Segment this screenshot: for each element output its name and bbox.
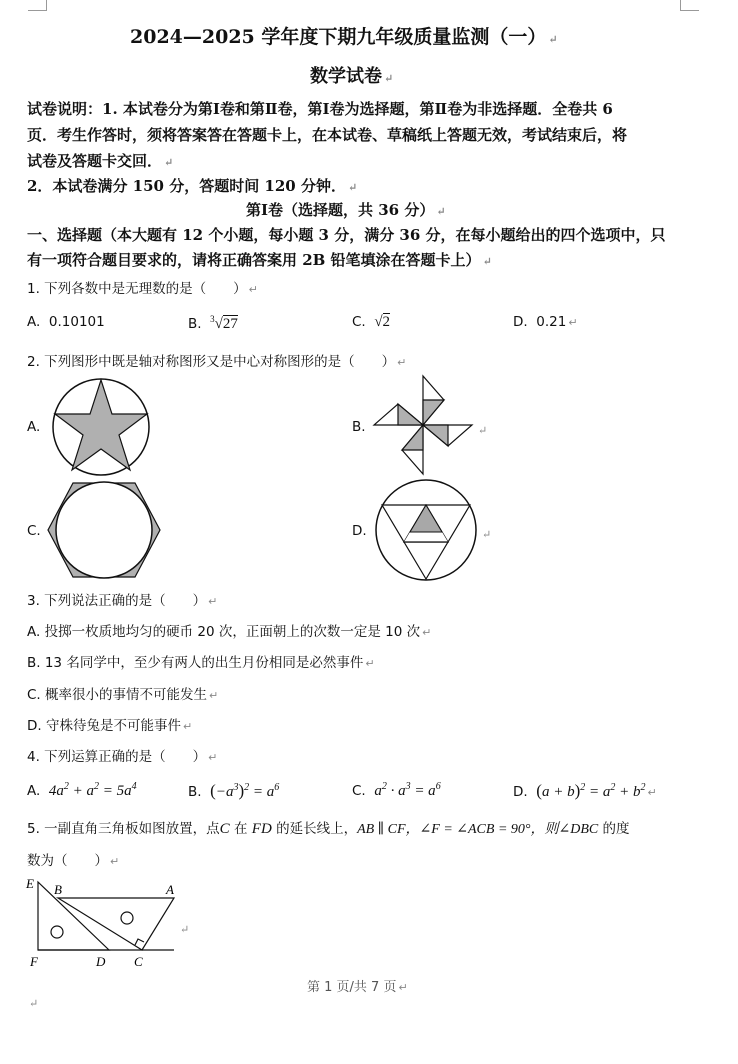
page-footer: 第 1 页/共 7 页 ↵ — [307, 980, 408, 995]
page-subtitle: 数学试卷 ↵ — [310, 66, 394, 87]
instructions-line3: 试卷及答题卡交回． ↵ — [27, 152, 174, 170]
q2-label-d: D. — [352, 523, 367, 539]
page-title: 2024—2025 学年度下期九年级质量监测（一） ↵ — [130, 26, 558, 48]
q5-label-c: C — [134, 954, 143, 969]
q4-option-c: C. $a^2 \cdot a^3 = a^6$ — [352, 781, 441, 799]
q2-b-mark: ↵ — [478, 424, 488, 437]
q1-option-b: B. $^3$√27 — [188, 314, 238, 332]
q5-label-e: E — [26, 876, 34, 891]
q5-label-b: B — [54, 882, 62, 897]
q1-option-c: C. √2 — [352, 314, 391, 330]
q2-figure-b-pinwheel — [372, 374, 476, 476]
q5-stem-line1: 5. 一副直角三角板如图放置，点C 在 FD 的延长线上，AB ∥ CF，∠F = ∠ACB = 90°，则∠DBC 的度 — [27, 821, 630, 837]
q5-stem-line2: 数为（ ） ↵ — [27, 853, 120, 869]
q5-label-f: F — [30, 954, 38, 969]
q2-label-b: B. — [352, 419, 366, 435]
q3-option-d: D. 守株待兔是不可能事件 ↵ — [27, 718, 193, 734]
corner-mark-top-left — [28, 0, 47, 11]
q5-label-a: A — [166, 882, 174, 897]
q4-stem: 4. 下列运算正确的是（ ） ↵ — [27, 749, 218, 765]
q2-figure-d-triangles-in-circle — [372, 478, 480, 582]
section1-line2: 有一项符合题目要求的，请将正确答案用 2B 铅笔填涂在答题卡上） ↵ — [27, 251, 492, 269]
q4-option-d: D. $(a + b)^2 = a^2 + b^2$ ↵ — [513, 781, 657, 800]
corner-mark-top-right — [680, 0, 699, 11]
instructions-line2: 页．考生作答时，须将答案答在答题卡上，在本试卷、草稿纸上答题无效，考试结束后，将 — [27, 126, 628, 144]
q5-triangle-figure — [24, 874, 182, 970]
q2-figure-c-hexagon-circle — [46, 481, 162, 579]
part1-heading: 第Ⅰ卷（选择题，共 36 分） ↵ — [246, 201, 446, 219]
q3-option-a: A. 投掷一枚质地均匀的硬币 20 次，正面朝上的次数一定是 10 次 ↵ — [27, 624, 432, 640]
q1-option-a: A. 0.10101 — [27, 314, 105, 330]
section1-line1: 一、选择题（本大题有 12 个小题，每小题 3 分，满分 36 分，在每小题给出的四个选项中，只 — [27, 226, 666, 244]
q2-label-a: A. — [27, 419, 41, 435]
q1-option-d: D. 0.21 ↵ — [513, 314, 578, 330]
q2-label-c: C. — [27, 523, 41, 539]
instructions-line4: 2．本试卷满分 150 分，答题时间 120 分钟． ↵ — [27, 177, 358, 195]
q2-figure-a-star-in-circle — [48, 376, 154, 476]
q3-stem: 3. 下列说法正确的是（ ） ↵ — [27, 593, 218, 609]
q5-figure-mark: ↵ — [180, 923, 190, 936]
trailing-mark: ↵ — [29, 997, 39, 1010]
q5-label-d: D — [96, 954, 106, 969]
q2-d-mark: ↵ — [482, 528, 492, 541]
q4-option-a: A. $4a^2 + a^2 = 5a^4$ — [27, 781, 137, 799]
q2-stem: 2. 下列图形中既是轴对称图形又是中心对称图形的是（ ） ↵ — [27, 354, 407, 370]
q1-stem: 1. 下列各数中是无理数的是（ ） ↵ — [27, 281, 258, 297]
instructions-line1: 试卷说明：1. 本试卷分为第Ⅰ卷和第Ⅱ卷，第Ⅰ卷为选择题，第Ⅱ卷为非选择题．全卷共 6 — [27, 100, 613, 118]
q3-option-b: B. 13 名同学中，至少有两人的出生月份相同是必然事件 ↵ — [27, 655, 375, 671]
q4-option-b: B. $(-a^3)^2 = a^6$ — [188, 781, 280, 800]
q3-option-c: C. 概率很小的事情不可能发生 ↵ — [27, 687, 219, 703]
